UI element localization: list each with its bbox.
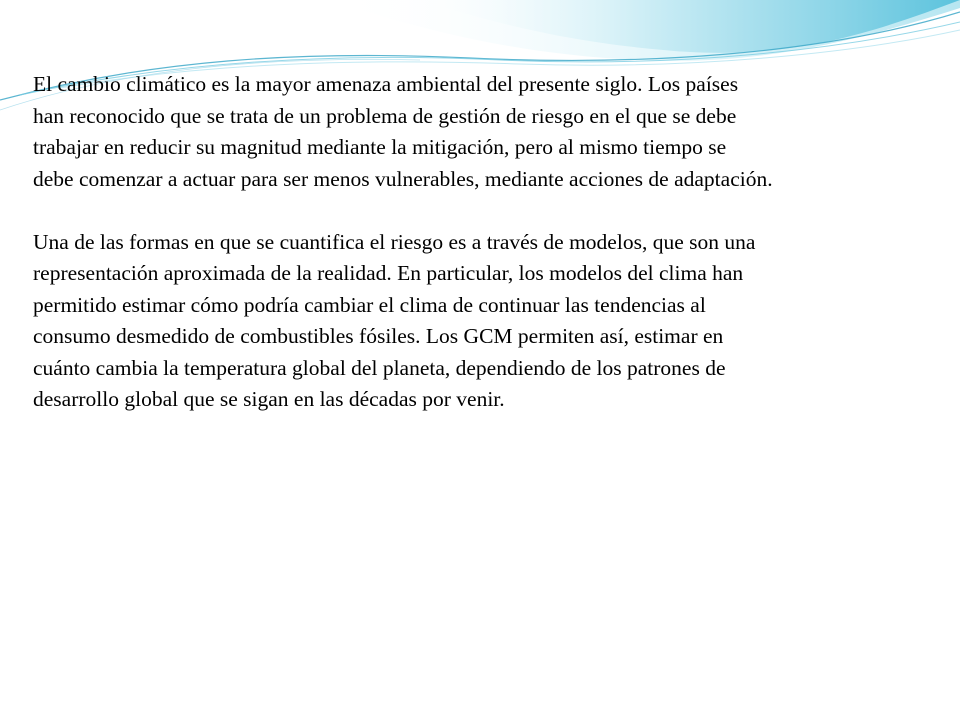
paragraph-1 <box>33 69 949 195</box>
text-line: trabajar en reducir su magnitud mediante la mitigación, pero al mismo tiempo se <box>33 135 727 159</box>
text-line: permitido estimar cómo podría cambiar el clima de continuar las tendencias al <box>33 292 706 317</box>
text-line: consumo desmedido de combustibles fósiles. Los GCM permiten así, estimar en <box>33 324 724 348</box>
text-line: representación aproximada de la realidad. En particular, los modelos del clima han <box>33 261 744 285</box>
paragraph-2 <box>33 227 949 416</box>
text-line: desarrollo global que se sigan en las décadas por venir. <box>33 387 505 411</box>
text-line: El cambio climático es la mayor amenaza ambiental del presente siglo. Los países <box>33 72 739 96</box>
text-line: debe comenzar a actuar para ser menos vulnerables, mediante acciones de adaptación. <box>33 166 773 191</box>
text-line: han reconocido que se trata de un problema de gestión de riesgo en el que se debe <box>33 103 737 128</box>
text-line: Una de las formas en que se cuantifica el riesgo es a través de modelos, que son una <box>33 229 756 254</box>
text-line: cuánto cambia la temperatura global del planeta, dependiendo de los patrones de <box>33 355 726 380</box>
slide-body-text <box>33 69 949 416</box>
